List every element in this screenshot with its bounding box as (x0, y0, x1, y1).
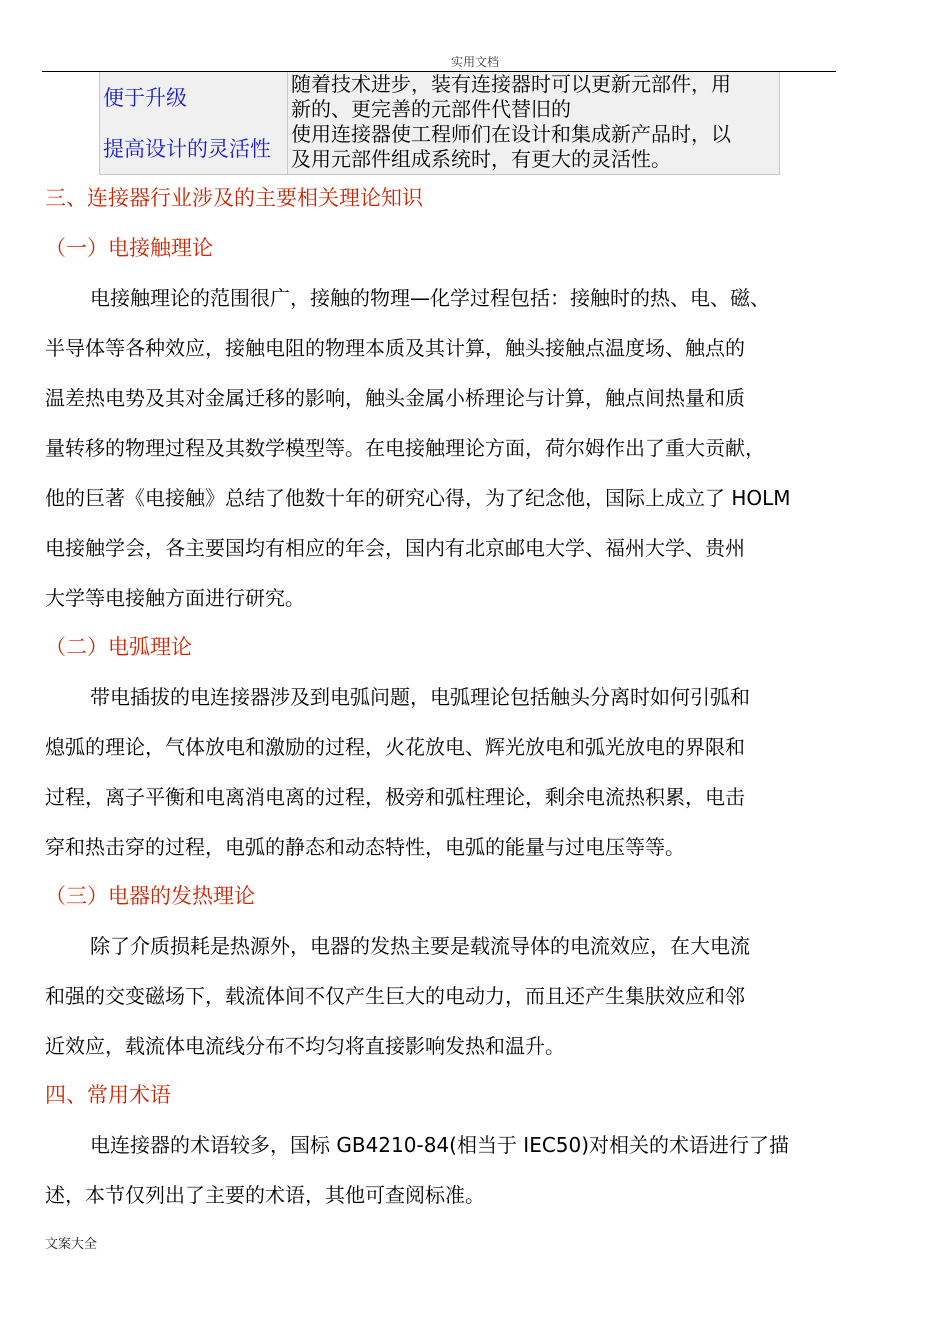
paragraph-line: 穿和热击穿的过程，电弧的静态和动态特性，电弧的能量与过电压等等。 (45, 835, 685, 859)
table-desc-line: 使用连接器使工程师们在设计和集成新产品时，以 (291, 122, 731, 146)
table-desc-line: 新的、更完善的元部件代替旧的 (291, 97, 571, 121)
subsection-heading: （三）电器的发热理论 (45, 884, 255, 908)
paragraph-line: 除了介质损耗是热源外，电器的发热主要是载流导体的电流效应，在大电流 (90, 934, 750, 958)
paragraph-line: 近效应，载流体电流线分布不均匀将直接影响发热和温升。 (45, 1034, 565, 1058)
table-desc-line: 及用元部件组成系统时，有更大的灵活性。 (291, 147, 671, 171)
table-desc-cell (288, 72, 779, 122)
table-term-cell: 便于升级 (100, 72, 288, 122)
table-row (100, 122, 779, 174)
paragraph-line: 述，本节仅列出了主要的术语，其他可查阅标准。 (45, 1183, 485, 1207)
paragraph-line: 他的巨著《电接触》总结了他数十年的研究心得，为了纪念他，国际上成立了 HOLM (45, 486, 791, 510)
section-heading: 三、连接器行业涉及的主要相关理论知识 (45, 186, 423, 210)
subsection-heading: （二）电弧理论 (45, 635, 192, 659)
page-header: 实用文档 (450, 55, 499, 69)
paragraph-line: 熄弧的理论，气体放电和激励的过程，火花放电、辉光放电和弧光放电的界限和 (45, 735, 745, 759)
page-footer: 文案大全 (45, 1237, 98, 1252)
paragraph-line: 温差热电势及其对金属迁移的影响，触头金属小桥理论与计算，触点间热量和质 (45, 386, 745, 410)
paragraph-line: 大学等电接触方面进行研究。 (45, 586, 305, 610)
paragraph-line: 量转移的物理过程及其数学模型等。在电接触理论方面，荷尔姆作出了重大贡献， (45, 436, 765, 460)
feature-table (99, 72, 780, 175)
subsection-heading: （一）电接触理论 (45, 236, 213, 260)
paragraph-line: 电接触理论的范围很广，接触的物理—化学过程包括：接触时的热、电、磁、 (90, 286, 770, 310)
paragraph-line: 半导体等各种效应，接触电阻的物理本质及其计算，触头接触点温度场、触点的 (45, 336, 745, 360)
paragraph-line: 电连接器的术语较多，国标 GB4210-84(相当于 IEC50)对相关的术语进行了描 (90, 1133, 790, 1157)
table-term-cell: 提高设计的灵活性 (100, 122, 288, 174)
paragraph-line: 电接触学会，各主要国均有相应的年会，国内有北京邮电大学、福州大学、贵州 (45, 536, 745, 560)
table-row (100, 72, 779, 122)
table-desc-line: 随着技术进步，装有连接器时可以更新元部件，用 (291, 72, 731, 96)
paragraph-line: 带电插拔的电连接器涉及到电弧问题，电弧理论包括触头分离时如何引弧和 (90, 685, 750, 709)
paragraph-line: 过程，离子平衡和电离消电离的过程，极旁和弧柱理论，剩余电流热积累，电击 (45, 785, 745, 809)
paragraph-line: 和强的交变磁场下，载流体间不仅产生巨大的电动力，而且还产生集肤效应和邻 (45, 984, 745, 1008)
section-heading: 四、常用术语 (45, 1083, 171, 1107)
table-desc-cell (288, 122, 779, 174)
